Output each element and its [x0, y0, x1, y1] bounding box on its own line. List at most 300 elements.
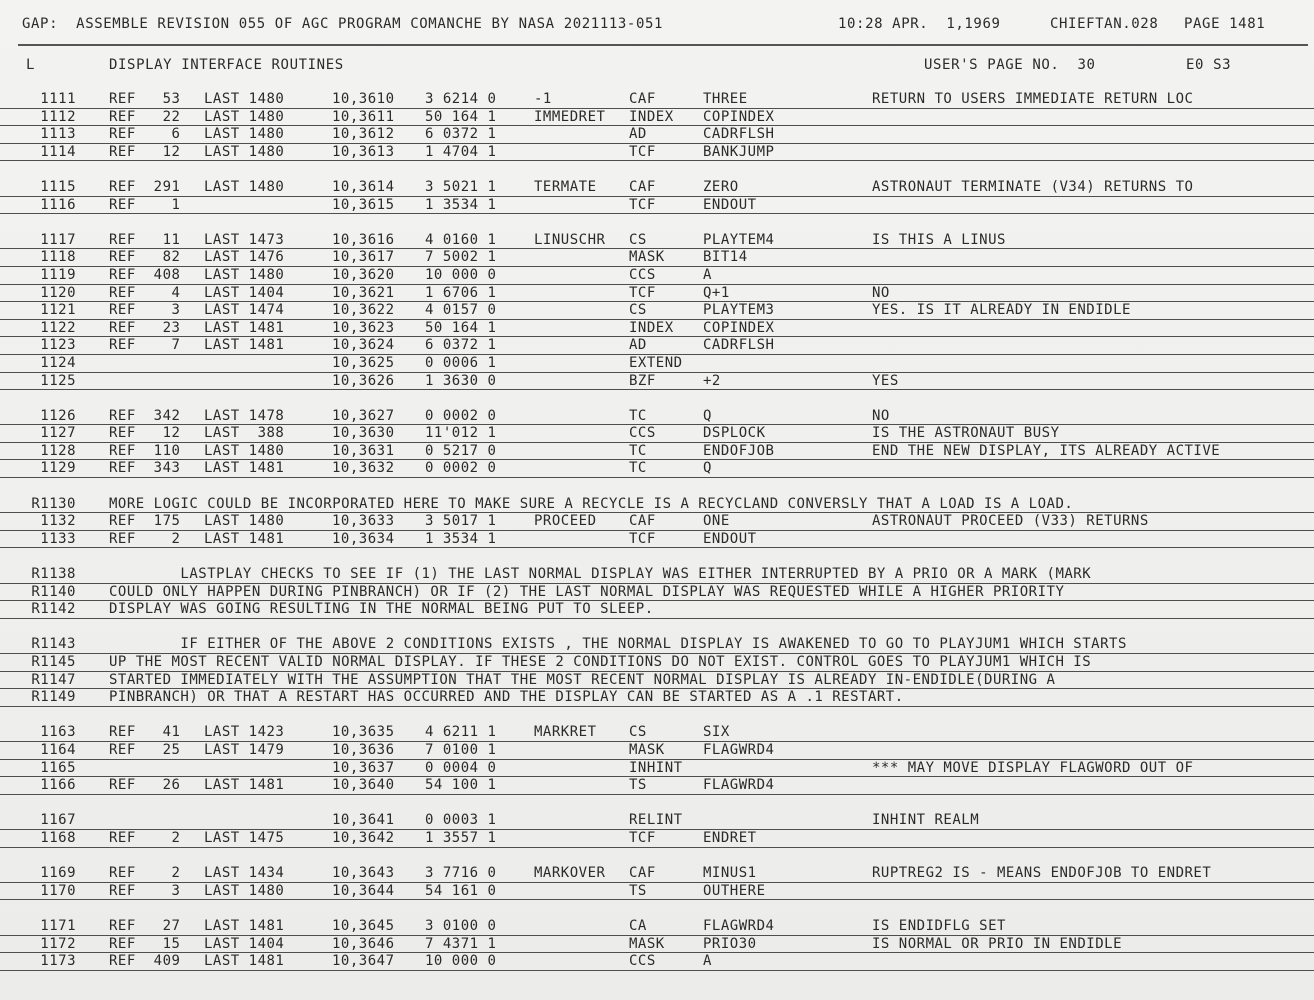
ref-count: REF 1 — [109, 196, 181, 213]
timestamp: 10:28 APR. 1,1969 — [838, 16, 1001, 32]
operand: ENDRET — [703, 829, 757, 846]
code-line — [0, 337, 1314, 355]
line-number: 1127 — [40, 425, 76, 442]
octal-code: 0 0003 1 — [425, 812, 497, 829]
operand: Q — [703, 407, 712, 424]
address: 10,3624 — [332, 337, 395, 354]
opcode: TC — [629, 442, 647, 459]
octal-code: 1 3534 1 — [425, 530, 497, 547]
ref-count: REF 2 — [109, 530, 181, 547]
octal-code: 54 100 1 — [425, 777, 497, 794]
last-ref: LAST 1481 — [204, 953, 285, 970]
ref-count: REF 409 — [109, 953, 181, 970]
remark-text: UP THE MOST RECENT VALID NORMAL DISPLAY. IF THESE 2 CONDITIONS DO NOT EXIST. CONTROL GOES TO PLAYJUM1 WHICH IS — [109, 654, 1092, 670]
opcode: MASK — [629, 935, 665, 952]
operand: CADRFLSH — [703, 337, 775, 354]
address: 10,3634 — [332, 530, 395, 547]
sheet-code: E0 S3 — [1186, 57, 1232, 73]
line-number: 1123 — [40, 337, 76, 354]
ref-count: REF 12 — [109, 143, 181, 160]
remark-text: COULD ONLY HAPPEN DURING PINBRANCH) OR IF (2) THE LAST NORMAL DISPLAY WAS REQUESTED WHILE A HIGHER PRIORITY — [109, 583, 1065, 600]
ref-count: REF 22 — [109, 108, 181, 125]
spacer-line — [0, 478, 1314, 496]
address: 10,3613 — [332, 143, 395, 160]
last-ref: LAST 1404 — [204, 284, 285, 301]
ref-count: REF 27 — [109, 917, 181, 934]
comment: INHINT REALM — [872, 812, 980, 829]
operand: Q — [703, 460, 712, 477]
line-number: R1140 — [31, 583, 76, 600]
label: MARKOVER — [534, 865, 606, 882]
spacer-line — [0, 161, 1314, 179]
opcode: CS — [629, 724, 647, 741]
opcode: MASK — [629, 249, 665, 266]
opcode: CAF — [629, 865, 656, 882]
remark-text: IF EITHER OF THE ABOVE 2 CONDITIONS EXISTS , THE NORMAL DISPLAY IS AWAKENED TO GO TO PLAYJUM1 WHICH STARTS — [109, 636, 1127, 653]
operand: PRIO30 — [703, 935, 757, 952]
ref-count: REF 12 — [109, 425, 181, 442]
address: 10,3620 — [332, 266, 395, 283]
octal-code: 1 4704 1 — [425, 143, 497, 160]
ref-count: REF 7 — [109, 337, 181, 354]
line-number: 1170 — [40, 882, 76, 899]
code-line — [0, 865, 1314, 883]
ref-count: REF 53 — [109, 91, 181, 107]
opcode: TCF — [629, 284, 656, 301]
code-line — [0, 249, 1314, 267]
last-ref: LAST 1473 — [204, 231, 285, 248]
operand: BANKJUMP — [703, 143, 775, 160]
operand: PLAYTEM3 — [703, 302, 775, 319]
section-title: DISPLAY INTERFACE ROUTINES — [109, 57, 344, 73]
octal-code: 7 0100 1 — [425, 741, 497, 758]
ref-count: REF 3 — [109, 882, 181, 899]
line-number: 1129 — [40, 460, 76, 477]
opcode: TCF — [629, 530, 656, 547]
comment: YES — [872, 372, 899, 389]
octal-code: 1 3630 0 — [425, 372, 497, 389]
ref-count: REF 2 — [109, 829, 181, 846]
code-line — [0, 830, 1314, 848]
operand: OUTHERE — [703, 882, 766, 899]
label: -1 — [534, 91, 552, 107]
address: 10,3622 — [332, 302, 395, 319]
operand: ENDOUT — [703, 196, 757, 213]
address: 10,3611 — [332, 108, 395, 125]
comment: ASTRONAUT TERMINATE (V34) RETURNS TO — [872, 178, 1194, 195]
line-number: 1132 — [40, 513, 76, 530]
last-ref: LAST 1478 — [204, 407, 285, 424]
octal-code: 54 161 0 — [425, 882, 497, 899]
octal-code: 3 7716 0 — [425, 865, 497, 882]
code-line — [0, 355, 1314, 373]
ref-count: REF 11 — [109, 231, 181, 248]
line-number: R1143 — [31, 636, 76, 653]
ref-count: REF 2 — [109, 865, 181, 882]
opcode: INDEX — [629, 108, 674, 125]
address: 10,3621 — [332, 284, 395, 301]
address: 10,3614 — [332, 178, 395, 195]
remark-line — [0, 689, 1314, 707]
code-line — [0, 179, 1314, 197]
line-number: R1138 — [31, 566, 76, 583]
opcode: TS — [629, 882, 647, 899]
address: 10,3640 — [332, 777, 395, 794]
operand: ONE — [703, 513, 730, 530]
octal-code: 3 6214 0 — [425, 91, 497, 107]
line-number: 1126 — [40, 407, 76, 424]
code-line — [0, 425, 1314, 443]
last-ref: LAST 1404 — [204, 935, 285, 952]
comment: END THE NEW DISPLAY, ITS ALREADY ACTIVE — [872, 442, 1221, 459]
line-number: 1118 — [40, 249, 76, 266]
octal-code: 50 164 1 — [425, 108, 497, 125]
address: 10,3641 — [332, 812, 395, 829]
remark-line — [0, 672, 1314, 690]
octal-code: 1 6706 1 — [425, 284, 497, 301]
spacer-line — [0, 900, 1314, 918]
last-ref: LAST 1474 — [204, 302, 285, 319]
spacer-line — [0, 795, 1314, 813]
line-number: 1172 — [40, 935, 76, 952]
octal-code: 6 0372 1 — [425, 337, 497, 354]
ref-count: REF 4 — [109, 284, 181, 301]
label: PROCEED — [534, 513, 597, 530]
code-line — [0, 126, 1314, 144]
address: 10,3627 — [332, 407, 395, 424]
address: 10,3610 — [332, 91, 395, 107]
operand: BIT14 — [703, 249, 748, 266]
ref-count: REF 291 — [109, 178, 181, 195]
comment: YES. IS IT ALREADY IN ENDIDLE — [872, 302, 1131, 319]
spacer-line — [0, 548, 1314, 566]
opcode: MASK — [629, 741, 665, 758]
last-ref: LAST 1481 — [204, 917, 285, 934]
code-line — [0, 197, 1314, 215]
address: 10,3623 — [332, 319, 395, 336]
operand: COPINDEX — [703, 319, 775, 336]
octal-code: 0 0004 0 — [425, 759, 497, 776]
opcode: CS — [629, 231, 647, 248]
comment: IS ENDIDFLG SET — [872, 917, 1006, 934]
octal-code: 50 164 1 — [425, 319, 497, 336]
line-number: 1116 — [40, 196, 76, 213]
ref-count: REF 408 — [109, 266, 181, 283]
operand: ENDOFJOB — [703, 442, 775, 459]
opcode: CCS — [629, 266, 656, 283]
ref-count: REF 82 — [109, 249, 181, 266]
ref-count: REF 175 — [109, 513, 181, 530]
line-number: R1130 — [31, 495, 76, 512]
octal-code: 3 0100 0 — [425, 917, 497, 934]
last-ref: LAST 1480 — [204, 91, 285, 107]
last-ref: LAST 1480 — [204, 178, 285, 195]
operand: SIX — [703, 724, 730, 741]
remark-line — [0, 496, 1314, 514]
line-number: 1133 — [40, 530, 76, 547]
line-number: 1111 — [40, 91, 76, 107]
octal-code: 0 0002 0 — [425, 407, 497, 424]
line-number: 1163 — [40, 724, 76, 741]
opcode: RELINT — [629, 812, 683, 829]
opcode: CA — [629, 917, 647, 934]
section-header — [0, 53, 1314, 77]
address: 10,3616 — [332, 231, 395, 248]
operand: FLAGWRD4 — [703, 741, 775, 758]
last-ref: LAST 1480 — [204, 442, 285, 459]
comment: IS THIS A LINUS — [872, 231, 1006, 248]
last-ref: LAST 1480 — [204, 126, 285, 143]
remark-line — [0, 601, 1314, 619]
last-ref: LAST 1481 — [204, 337, 285, 354]
line-number: R1149 — [31, 689, 76, 706]
octal-code: 10 000 0 — [425, 266, 497, 283]
address: 10,3643 — [332, 865, 395, 882]
code-line — [0, 513, 1314, 531]
opcode: TS — [629, 777, 647, 794]
opcode: BZF — [629, 372, 656, 389]
last-ref: LAST 1480 — [204, 513, 285, 530]
code-line — [0, 460, 1314, 478]
operand: DSPLOCK — [703, 425, 766, 442]
operand: CADRFLSH — [703, 126, 775, 143]
line-number: 1122 — [40, 319, 76, 336]
opcode: EXTEND — [629, 354, 683, 371]
page-header — [0, 12, 1314, 36]
line-number: 1115 — [40, 178, 76, 195]
octal-code: 1 3557 1 — [425, 829, 497, 846]
line-number: R1142 — [31, 601, 76, 618]
octal-code: 0 0002 0 — [425, 460, 497, 477]
line-number: 1171 — [40, 917, 76, 934]
program-line: GAP: ASSEMBLE REVISION 055 OF AGC PROGRAM COMANCHE BY NASA 2021113-051 — [22, 16, 664, 32]
line-number: R1147 — [31, 671, 76, 688]
operand: PLAYTEM4 — [703, 231, 775, 248]
line-number: 1117 — [40, 231, 76, 248]
octal-code: 1 3534 1 — [425, 196, 497, 213]
line-number: 1119 — [40, 266, 76, 283]
opcode: TCF — [629, 143, 656, 160]
line-number: 1124 — [40, 354, 76, 371]
last-ref: LAST 1476 — [204, 249, 285, 266]
code-line — [0, 531, 1314, 549]
opcode: TC — [629, 407, 647, 424]
ref-count: REF 6 — [109, 126, 181, 143]
code-line — [0, 724, 1314, 742]
comment: RETURN TO USERS IMMEDIATE RETURN LOC — [872, 91, 1194, 107]
label: LINUSCHR — [534, 231, 606, 248]
operand: ENDOUT — [703, 530, 757, 547]
code-line — [0, 302, 1314, 320]
line-number: 1128 — [40, 442, 76, 459]
code-line — [0, 742, 1314, 760]
last-ref: LAST 1481 — [204, 777, 285, 794]
last-ref: LAST 1480 — [204, 882, 285, 899]
remark-text: MORE LOGIC COULD BE INCORPORATED HERE TO MAKE SURE A RECYCLE IS A RECYCLAND CONVERSLY THAT A LOAD IS A LOAD. — [109, 495, 1074, 512]
remark-line — [0, 566, 1314, 584]
opcode: CAF — [629, 91, 656, 107]
address: 10,3636 — [332, 741, 395, 758]
code-line — [0, 812, 1314, 830]
code-line — [0, 320, 1314, 338]
spacer-line — [0, 848, 1314, 866]
remark-line — [0, 636, 1314, 654]
comment: *** MAY MOVE DISPLAY FLAGWORD OUT OF — [872, 759, 1194, 776]
operand: THREE — [703, 91, 748, 107]
code-line — [0, 918, 1314, 936]
octal-code: 7 5002 1 — [425, 249, 497, 266]
spacer-line — [0, 214, 1314, 232]
operand: A — [703, 266, 712, 283]
spacer-line — [0, 390, 1314, 408]
line-number: 1168 — [40, 829, 76, 846]
opcode: CAF — [629, 178, 656, 195]
ref-count: REF 25 — [109, 741, 181, 758]
last-ref: LAST 1434 — [204, 865, 285, 882]
label: IMMEDRET — [534, 108, 606, 125]
ref-count: REF 26 — [109, 777, 181, 794]
code-line — [0, 285, 1314, 303]
opcode: CCS — [629, 425, 656, 442]
address: 10,3615 — [332, 196, 395, 213]
address: 10,3631 — [332, 442, 395, 459]
remark-text: PINBRANCH) OR THAT A RESTART HAS OCCURRED AND THE DISPLAY CAN BE STARTED AS A .1 RESTART. — [109, 689, 904, 706]
operand: FLAGWRD4 — [703, 777, 775, 794]
remark-text: LASTPLAY CHECKS TO SEE IF (1) THE LAST NORMAL DISPLAY WAS EITHER INTERRUPTED BY A PRIO OR A MARK (MARK — [109, 566, 1092, 583]
code-line — [0, 760, 1314, 778]
section-code: L — [26, 57, 36, 73]
opcode: TCF — [629, 196, 656, 213]
line-number: 1165 — [40, 759, 76, 776]
line-number: 1166 — [40, 777, 76, 794]
octal-code: 4 0157 0 — [425, 302, 497, 319]
last-ref: LAST 1480 — [204, 143, 285, 160]
remark-line — [0, 654, 1314, 672]
address: 10,3632 — [332, 460, 395, 477]
address: 10,3626 — [332, 372, 395, 389]
opcode: INHINT — [629, 759, 683, 776]
code-line — [0, 443, 1314, 461]
last-ref: LAST 1480 — [204, 108, 285, 125]
remark-text: DISPLAY WAS GOING RESULTING IN THE NORMAL BEING PUT TO SLEEP. — [109, 601, 654, 618]
code-line — [0, 267, 1314, 285]
operand: MINUS1 — [703, 865, 757, 882]
octal-code: 6 0372 1 — [425, 126, 497, 143]
ref-count: REF 343 — [109, 460, 181, 477]
octal-code: 0 5217 0 — [425, 442, 497, 459]
address: 10,3633 — [332, 513, 395, 530]
comment: RUPTREG2 IS - MEANS ENDOFJOB TO ENDRET — [872, 865, 1212, 882]
ref-count: REF 15 — [109, 935, 181, 952]
last-ref: LAST 1423 — [204, 724, 285, 741]
opcode: AD — [629, 126, 647, 143]
address: 10,3645 — [332, 917, 395, 934]
code-line — [0, 936, 1314, 954]
line-number: 1125 — [40, 372, 76, 389]
address: 10,3630 — [332, 425, 395, 442]
operand: +2 — [703, 372, 721, 389]
operand: COPINDEX — [703, 108, 775, 125]
assembly-listing — [0, 91, 1314, 971]
code-line — [0, 883, 1314, 901]
address: 10,3646 — [332, 935, 395, 952]
line-number: 1164 — [40, 741, 76, 758]
address: 10,3647 — [332, 953, 395, 970]
remark-text: STARTED IMMEDIATELY WITH THE ASSUMPTION THAT THE MOST RECENT NORMAL DISPLAY IS ALREADY IN-ENDIDLE(DURING A — [109, 671, 1056, 688]
ref-count: REF 110 — [109, 442, 181, 459]
last-ref: LAST 1481 — [204, 530, 285, 547]
octal-code: 3 5017 1 — [425, 513, 497, 530]
address: 10,3642 — [332, 829, 395, 846]
line-number: 1167 — [40, 812, 76, 829]
comment: IS THE ASTRONAUT BUSY — [872, 425, 1060, 442]
code-line — [0, 408, 1314, 426]
line-number: 1169 — [40, 865, 76, 882]
user-page-label: USER'S PAGE NO. 30 — [924, 57, 1096, 73]
octal-code: 10 000 0 — [425, 953, 497, 970]
line-number: 1120 — [40, 284, 76, 301]
operand: ZERO — [703, 178, 739, 195]
header-rule — [18, 44, 1308, 46]
line-number: 1114 — [40, 143, 76, 160]
octal-code: 7 4371 1 — [425, 935, 497, 952]
address: 10,3625 — [332, 354, 395, 371]
line-number: R1145 — [31, 654, 76, 670]
label: TERMATE — [534, 178, 597, 195]
last-ref: LAST 1475 — [204, 829, 285, 846]
code-line — [0, 777, 1314, 795]
ref-count: REF 41 — [109, 724, 181, 741]
comment: IS NORMAL OR PRIO IN ENDIDLE — [872, 935, 1123, 952]
octal-code: 3 5021 1 — [425, 178, 497, 195]
address: 10,3635 — [332, 724, 395, 741]
line-number: 1113 — [40, 126, 76, 143]
code-line — [0, 232, 1314, 250]
operand: FLAGWRD4 — [703, 917, 775, 934]
code-line — [0, 953, 1314, 971]
code-line — [0, 144, 1314, 162]
ref-count: REF 3 — [109, 302, 181, 319]
line-number: 1173 — [40, 953, 76, 970]
opcode: CAF — [629, 513, 656, 530]
opcode: INDEX — [629, 319, 674, 336]
remark-line — [0, 584, 1314, 602]
last-ref: LAST 1479 — [204, 741, 285, 758]
spacer-line — [0, 707, 1314, 725]
operand: A — [703, 953, 712, 970]
address: 10,3617 — [332, 249, 395, 266]
code-line — [0, 109, 1314, 127]
code-line — [0, 373, 1314, 391]
opcode: CS — [629, 302, 647, 319]
last-ref: LAST 1481 — [204, 460, 285, 477]
last-ref: LAST 388 — [204, 425, 285, 442]
address: 10,3637 — [332, 759, 395, 776]
file-id: CHIEFTAN.028 — [1050, 16, 1159, 32]
opcode: TCF — [629, 829, 656, 846]
octal-code: 4 6211 1 — [425, 724, 497, 741]
line-number: 1112 — [40, 108, 76, 125]
opcode: CCS — [629, 953, 656, 970]
opcode: AD — [629, 337, 647, 354]
line-number: 1121 — [40, 302, 76, 319]
operand: Q+1 — [703, 284, 730, 301]
ref-count: REF 23 — [109, 319, 181, 336]
octal-code: 4 0160 1 — [425, 231, 497, 248]
address: 10,3612 — [332, 126, 395, 143]
spacer-line — [0, 619, 1314, 637]
code-line — [0, 91, 1314, 109]
